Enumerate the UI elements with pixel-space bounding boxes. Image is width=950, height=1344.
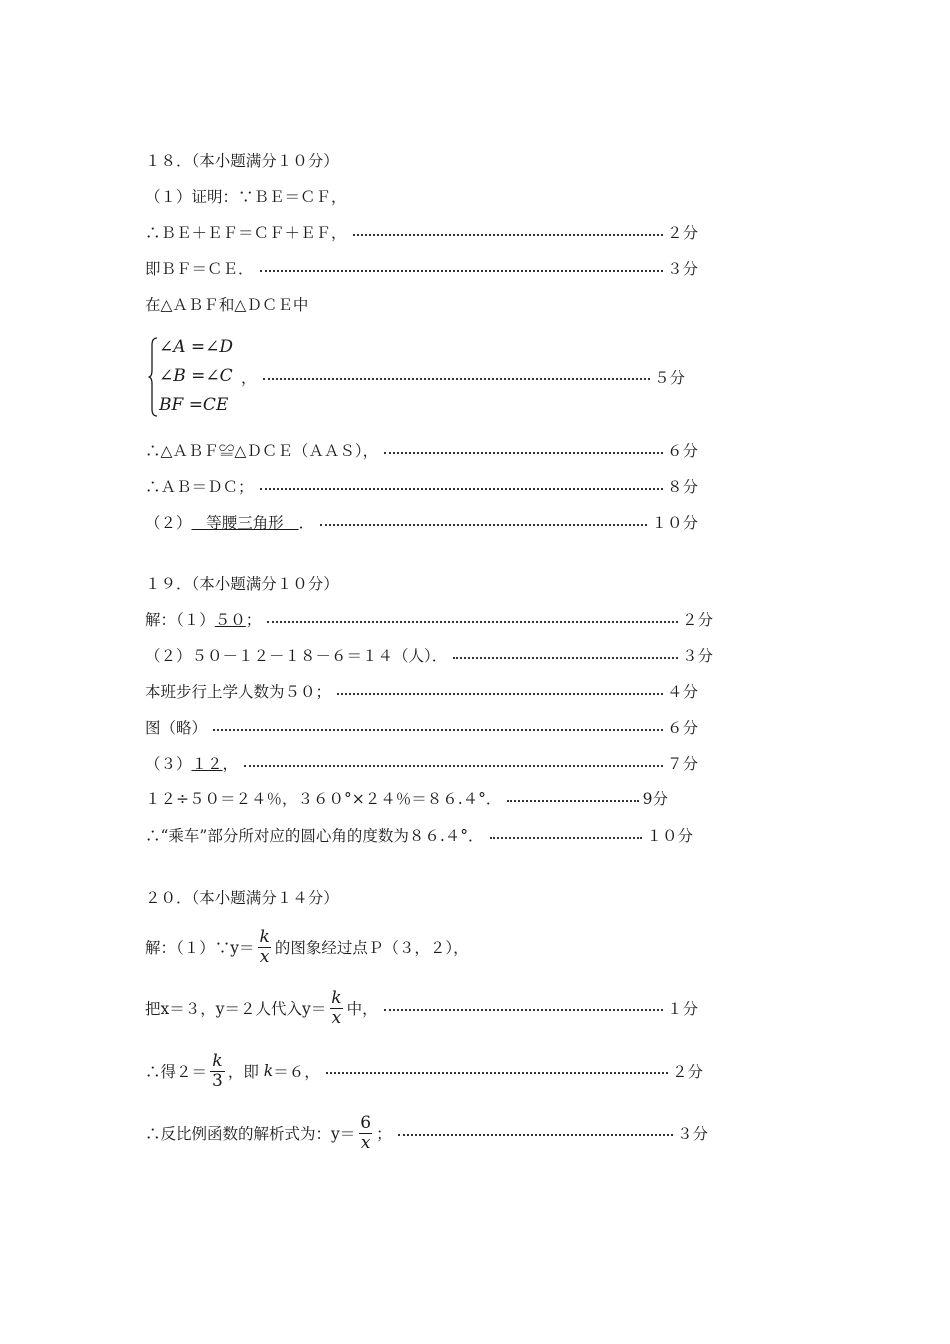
q20-line-4-score: ３分 <box>676 1125 708 1143</box>
q19-line-3 <box>145 681 698 703</box>
q18-line-3-score: ３分 <box>666 260 698 278</box>
q18-line-7-score: １０分 <box>651 514 698 532</box>
fraction-denominator: x <box>331 1007 342 1028</box>
fraction-denominator: 3 <box>212 1070 223 1091</box>
dot-leader <box>260 488 663 490</box>
q18-line-6-text: ∴ＡＢ＝ＤＣ； <box>145 478 254 496</box>
dot-leader <box>353 234 663 236</box>
q19-line-5 <box>145 753 698 775</box>
equation-3: BF =CE <box>159 395 229 415</box>
dot-leader <box>384 452 663 454</box>
q19-line-2 <box>145 645 713 667</box>
q18-line-6 <box>145 476 698 498</box>
fraction-numerator: 6 <box>360 1112 372 1133</box>
q19-line-2-score: ３分 <box>681 647 713 665</box>
equation-1: ∠A =∠D <box>159 337 234 357</box>
q19-line-6 <box>145 788 668 810</box>
equation-system <box>145 333 685 419</box>
fraction-k-over-x <box>329 989 343 1028</box>
fraction-k-over-3 <box>210 1052 225 1091</box>
q19-line-7 <box>145 825 693 847</box>
q19-line-3-text: 本班步行上学人数为５０； <box>145 683 332 701</box>
q20-line-3-prefix: ∴得２＝ <box>145 1063 208 1081</box>
q18-line-2 <box>145 222 698 244</box>
q20-line-2-score: １分 <box>666 1000 698 1018</box>
q19-title: １９．（本小题满分１０分） <box>145 575 339 593</box>
q18-answer: 等腰三角形 <box>191 514 299 532</box>
fraction-numerator: k <box>212 1050 223 1071</box>
q19-line-4 <box>145 717 698 739</box>
q20-line-4-suffix: ； <box>376 1125 392 1143</box>
equation-system-score-row <box>241 362 685 391</box>
q18-title: １８．（本小题满分１０分） <box>145 152 339 170</box>
dot-leader <box>490 837 643 839</box>
q19-line-1 <box>145 609 713 631</box>
left-brace-icon <box>148 337 158 417</box>
dot-leader <box>260 270 663 272</box>
q19-line-5-prefix: （３） <box>145 755 192 773</box>
dot-leader <box>320 524 647 526</box>
q19-line-4-score: ６分 <box>666 719 698 737</box>
fraction-k-over-x <box>258 928 272 967</box>
q18-line-4: 在△ＡＢＦ和△ＤＣＥ中 <box>145 296 309 314</box>
q18-line-2-score: ２分 <box>666 224 698 242</box>
q18-line-7 <box>145 512 698 534</box>
q18-line-3-text: 即ＢＦ＝ＣＥ． <box>145 260 254 278</box>
dot-leader <box>267 621 678 623</box>
q20-line-3-mid: ，即 <box>227 1063 264 1081</box>
q19-line-4-text: 图（略） <box>145 719 208 737</box>
fraction-6-over-x <box>358 1114 373 1153</box>
q18-line-5-text: ∴△ＡＢＦ≌△ＤＣＥ（ＡＡＳ）， <box>145 442 379 460</box>
q20-line-1 <box>145 925 469 969</box>
q20-line-3-k: k <box>263 1062 274 1080</box>
q19-line-3-score: ４分 <box>666 683 698 701</box>
q20-line-4 <box>145 1111 708 1155</box>
q19-line-2-text: （２）５０－１２－１８－６＝１４（人）． <box>145 647 448 665</box>
q19-line-1-prefix: 解：（１） <box>145 611 215 629</box>
dot-leader <box>213 729 663 731</box>
equation-lines <box>159 333 233 420</box>
q19-line-6-score: 9分 <box>642 790 668 808</box>
q20-line-1-suffix: 的图象经过点Ｐ（３，２）， <box>274 939 469 957</box>
q20-line-2 <box>145 986 698 1030</box>
q19-line-7-text: ∴“乘车”部分所对应的圆心角的度数为８６.４°． <box>145 827 484 845</box>
q19-answer-1: ５０ <box>214 611 246 629</box>
q20-line-2-suffix: 中， <box>346 1000 378 1018</box>
equation-system-score: ５分 <box>653 368 685 387</box>
q20-line-3 <box>145 1049 703 1093</box>
dot-leader <box>453 657 678 659</box>
q20-line-2-prefix: 把x＝３，y＝２人代入y＝ <box>145 1000 327 1018</box>
q18-line-5-score: ６分 <box>666 442 698 460</box>
fraction-denominator: x <box>360 1132 371 1153</box>
q18-line-7-prefix: （２） <box>145 514 192 532</box>
q19-line-5-score: ７分 <box>666 755 698 773</box>
q19-line-1-score: ２分 <box>681 611 713 629</box>
q20-line-3-score: ２分 <box>671 1063 703 1081</box>
dot-leader <box>337 693 663 695</box>
q18-line-2-text: ∴ＢＥ＋ＥＦ＝ＣＦ＋ＥＦ， <box>145 224 347 242</box>
q19-line-6-text: １２÷５０＝２４％，３６０°×２４％＝８６.４°． <box>145 790 502 808</box>
dot-leader <box>244 765 663 767</box>
q20-line-1-prefix: 解：（１）∵y＝ <box>145 939 255 957</box>
q18-line-6-score: ８分 <box>666 478 698 496</box>
dot-leader <box>326 1072 668 1074</box>
q19-line-1-suffix: ； <box>245 611 262 629</box>
q20-line-4-prefix: ∴反比例函数的解析式为：y＝ <box>145 1125 356 1143</box>
fraction-denominator: x <box>259 946 270 967</box>
q19-line-5-suffix: ， <box>222 755 239 773</box>
dot-leader <box>384 1009 663 1011</box>
q19-answer-3: １２ <box>191 755 223 773</box>
q18-line-5 <box>145 440 698 462</box>
q18-line-3 <box>145 258 698 280</box>
q20-line-3-suffix: ＝６， <box>273 1063 320 1081</box>
q20-title: ２０．（本小题满分１４分） <box>145 889 339 907</box>
q18-line-7-suffix: ． <box>298 514 315 532</box>
fraction-numerator: k <box>259 926 270 947</box>
q19-line-7-score: １０分 <box>646 827 693 845</box>
dot-leader <box>263 378 650 380</box>
fraction-numerator: k <box>331 987 342 1008</box>
q18-line-1: （１）证明：∵ＢＥ＝ＣＦ， <box>145 188 347 206</box>
equation-2: ∠B =∠C <box>159 366 233 386</box>
dot-leader <box>398 1134 673 1136</box>
dot-leader <box>507 800 638 802</box>
equation-comma: ， <box>241 368 257 387</box>
